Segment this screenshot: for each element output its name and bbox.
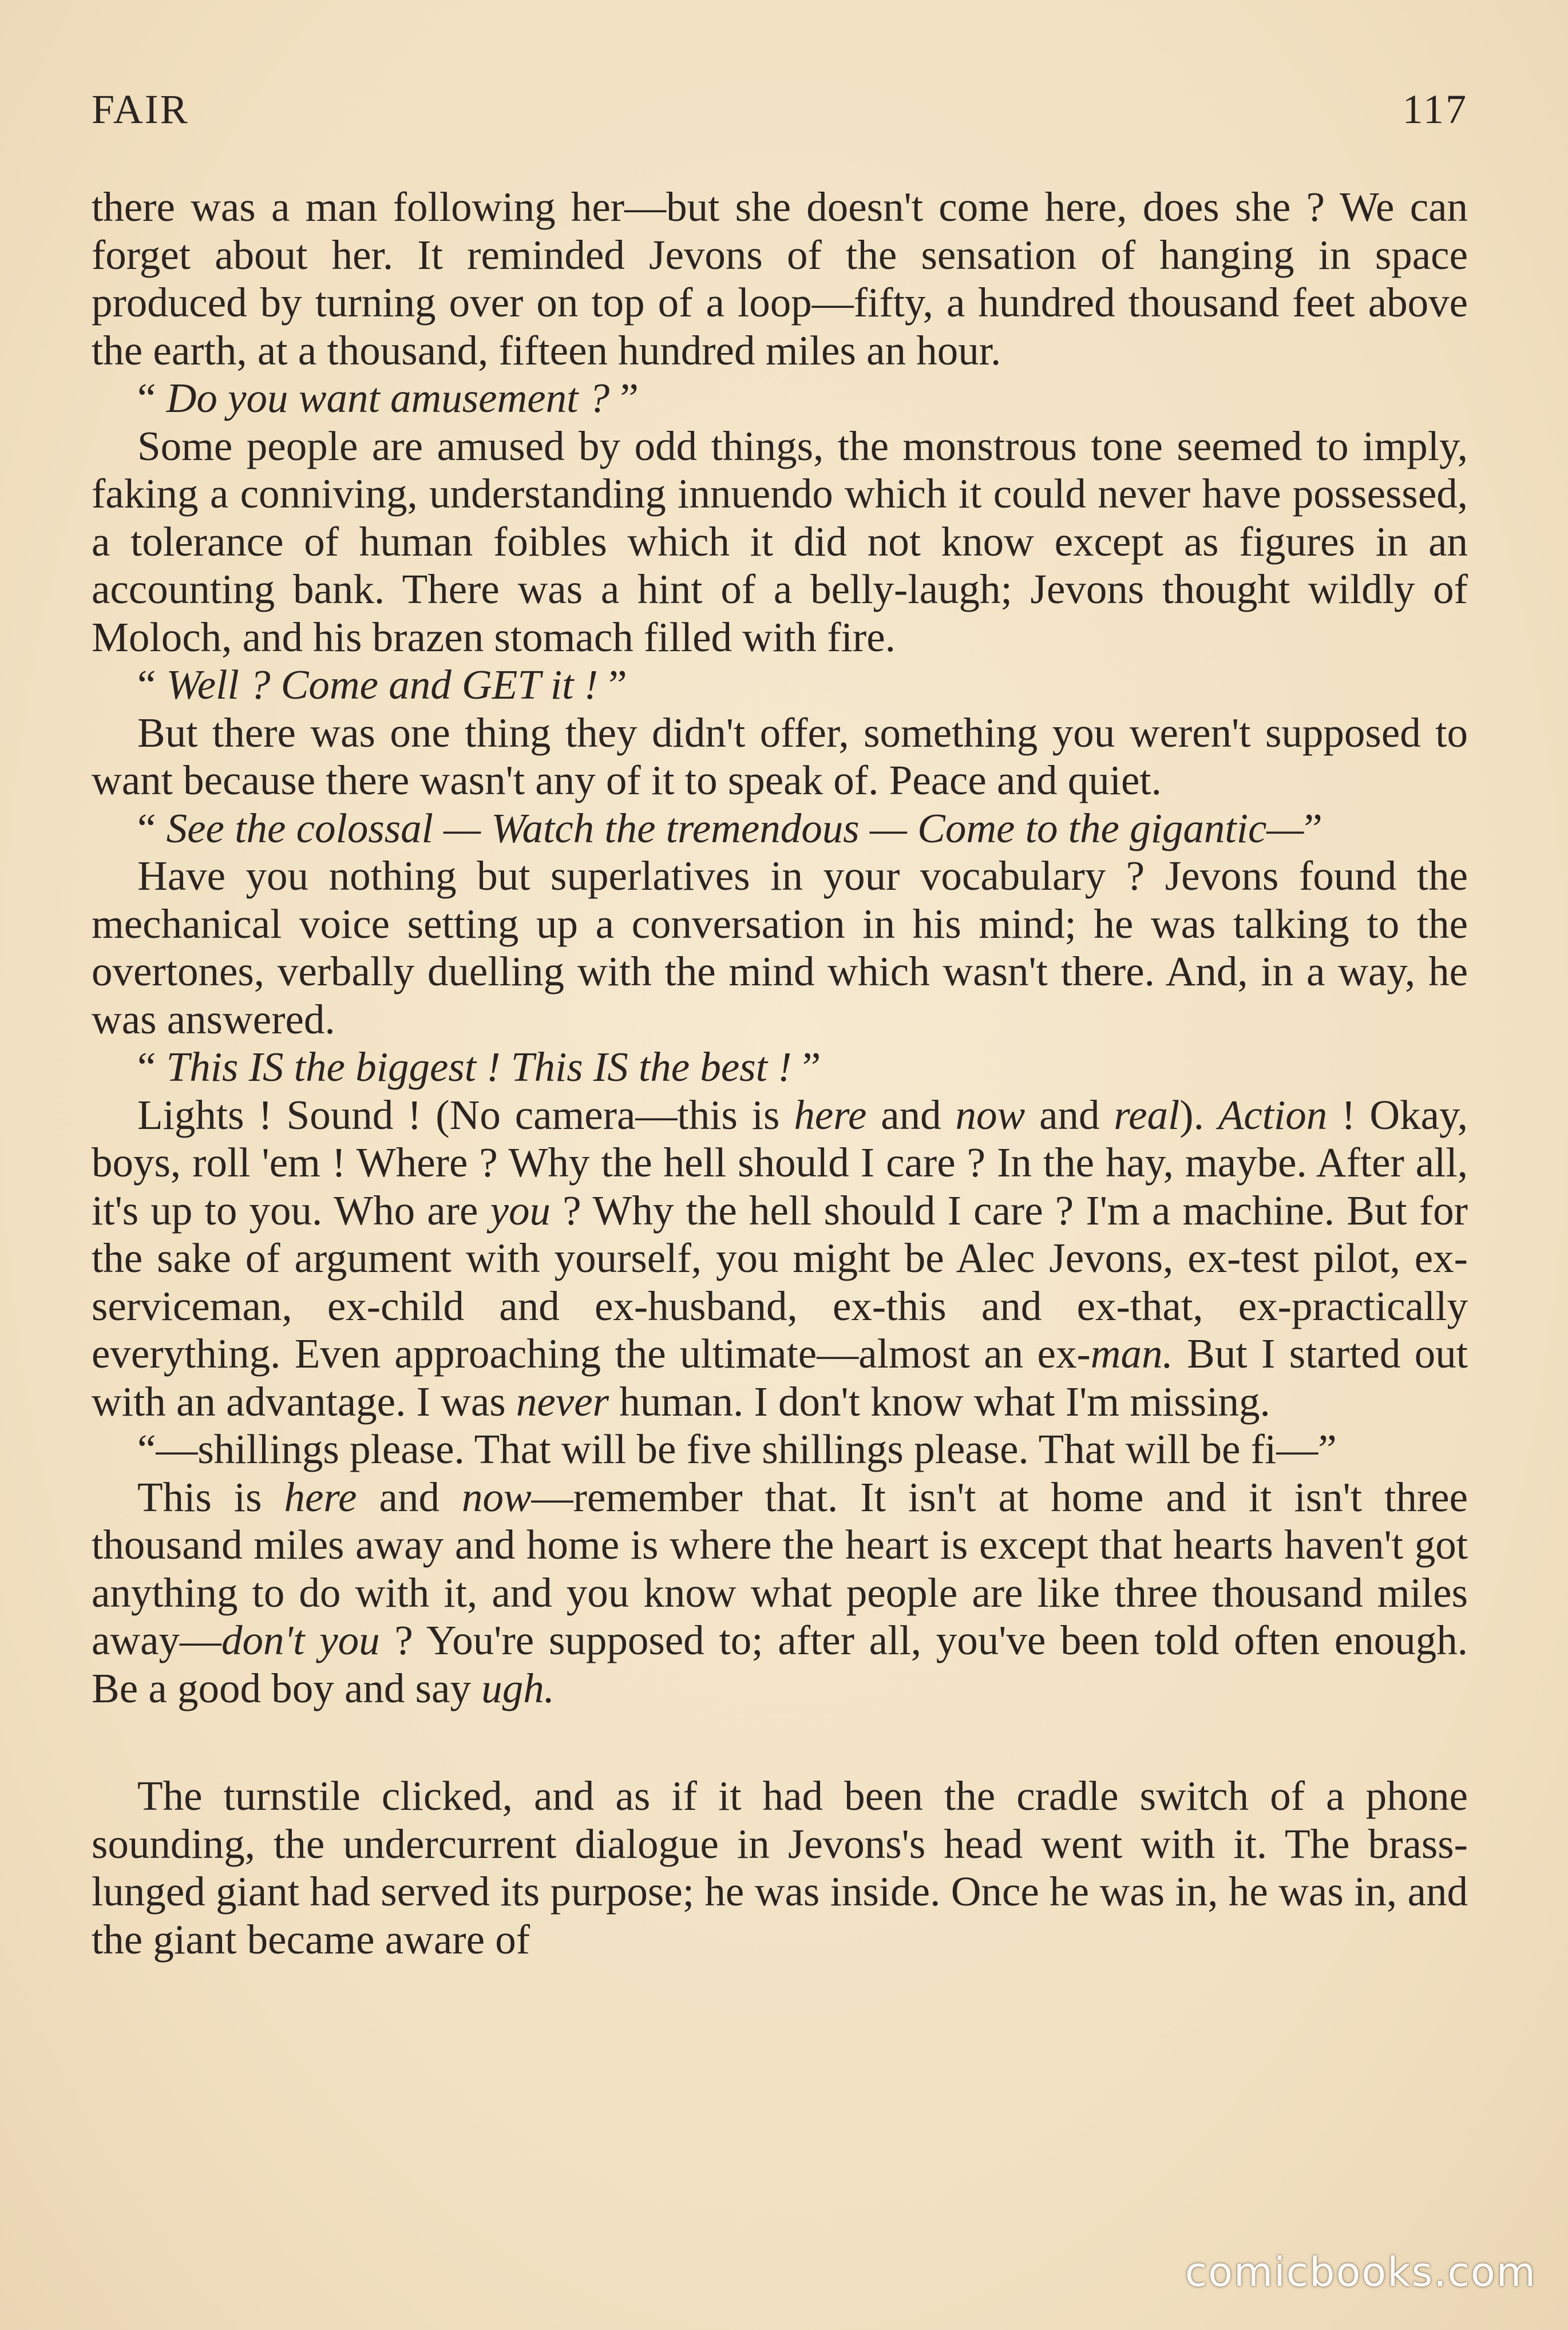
text-run: “ (137, 1044, 167, 1090)
italic-text: never (516, 1378, 609, 1425)
paragraph (92, 183, 1468, 374)
italic-text: now (955, 1091, 1025, 1138)
text-run: But I started out with an advantage. I was (92, 1330, 1468, 1425)
text-run: —remember that. It isn't at home and it isn't three thousand miles away and home is where the heart is except that hearts haven't got anything to do with it, and you know what people are like three thousand miles away— (92, 1473, 1468, 1663)
italic-text: here (284, 1473, 357, 1520)
italic-text: now (461, 1473, 532, 1520)
quoted-line (92, 805, 1468, 853)
italic-text: you (490, 1187, 551, 1234)
italic-text: Well ? Come and GET it ! (166, 661, 599, 708)
quoted-line (92, 1043, 1468, 1091)
paragraph (92, 1473, 1468, 1713)
watermark: comicbooks.com (1185, 2249, 1537, 2296)
text-run: But there was one thing they didn't offer, something you weren't supposed to want because there wasn't any of it to speak of. Peace and quiet. (92, 709, 1468, 803)
running-head: FAIR (92, 86, 189, 132)
paragraph (92, 1425, 1468, 1473)
text-run: ” (609, 375, 639, 421)
text-run: and (866, 1091, 956, 1138)
paragraph (92, 1772, 1468, 1963)
text-run: The turnstile clicked, and as if it had been the cradle switch of a phone sounding, the undercurrent dialogue in Jevons's head went with it. The brass-lunged giant had served its purpose; he was inside. Once he was in, he was in, and the giant became aware of (92, 1773, 1468, 1963)
text-run: “ (137, 375, 167, 421)
italic-text: don't you (221, 1617, 380, 1663)
text-run: ! Okay, boys, roll 'em ! Where ? Why the hell should I care ? In the hay, maybe. After all, it's up to you. Who are (92, 1091, 1468, 1234)
text-run: “ (137, 805, 167, 851)
text-run: Lights ! Sound ! (No camera—this is (137, 1091, 794, 1138)
italic-text: Action (1218, 1091, 1328, 1138)
text-run: ” (1304, 805, 1322, 851)
section-break (92, 1712, 1468, 1772)
text-run: This is (137, 1473, 284, 1520)
text-run: ? Why the hell should I care ? I'm a machine. But for the sake of argument with yourself, you might be Alec Jevons, ex-test pilot, ex-serviceman, ex-child and ex-husband, ex-this and ex-that, ex-practically everything. Even approaching the ultimate—almost an ex- (92, 1187, 1468, 1377)
italic-text: ugh. (481, 1665, 555, 1711)
quoted-line (92, 661, 1468, 709)
paragraph (92, 422, 1468, 661)
italic-text: man. (1090, 1330, 1173, 1377)
quoted-line (92, 374, 1468, 422)
paragraph (92, 852, 1468, 1043)
text-run: “—shillings please. That will be five shillings please. That will be fi—” (137, 1426, 1337, 1472)
paragraph (92, 1091, 1468, 1426)
paragraph (92, 709, 1468, 805)
text-run: there was a man following her—but she doesn't come here, does she ? We can forget about her. It reminded Jevons of the sensation of hanging in space produced by turning over on top of a loop—fifty, a hundred thousand feet above the earth, at a thousand, fifteen hundred miles an hour. (92, 184, 1468, 374)
text-run: ” (791, 1044, 821, 1090)
text-run: and (357, 1473, 462, 1520)
text-run: ? You're supposed to; after all, you've been told often enough. Be a good boy and say (92, 1617, 1468, 1711)
italic-text: here (794, 1091, 867, 1138)
italic-text: Do you want amusement ? (166, 375, 610, 421)
text-run: ” (598, 661, 627, 708)
text-run: human. I don't know what I'm missing. (609, 1378, 1270, 1425)
text-run: and (1025, 1091, 1114, 1138)
italic-text: This IS the biggest ! This IS the best ! (166, 1044, 792, 1090)
text-run: Some people are amused by odd things, the monstrous tone seemed to imply, faking a conniving, understanding innuendo which it could never have possessed, a tolerance of human foibles which it did not know except as figures in an accounting bank. There was a hint of a belly-laugh; Jevons thought wildly of Moloch, and his brazen stomach filled with fire. (92, 422, 1468, 660)
page-number: 117 (1402, 86, 1468, 132)
text-run: “ (137, 661, 167, 708)
body-text (92, 183, 1468, 1963)
italic-text: real (1114, 1091, 1180, 1138)
text-run: Have you nothing but superlatives in your vocabulary ? Jevons found the mechanical voice setting up a conversation in his mind; he was talking to the overtones, verbally duelling with the mind which wasn't there. And, in a way, he was answered. (92, 853, 1468, 1043)
text-run: ). (1179, 1091, 1218, 1138)
italic-text: See the colossal — Watch the tremendous — Come to the gigantic— (166, 805, 1304, 851)
